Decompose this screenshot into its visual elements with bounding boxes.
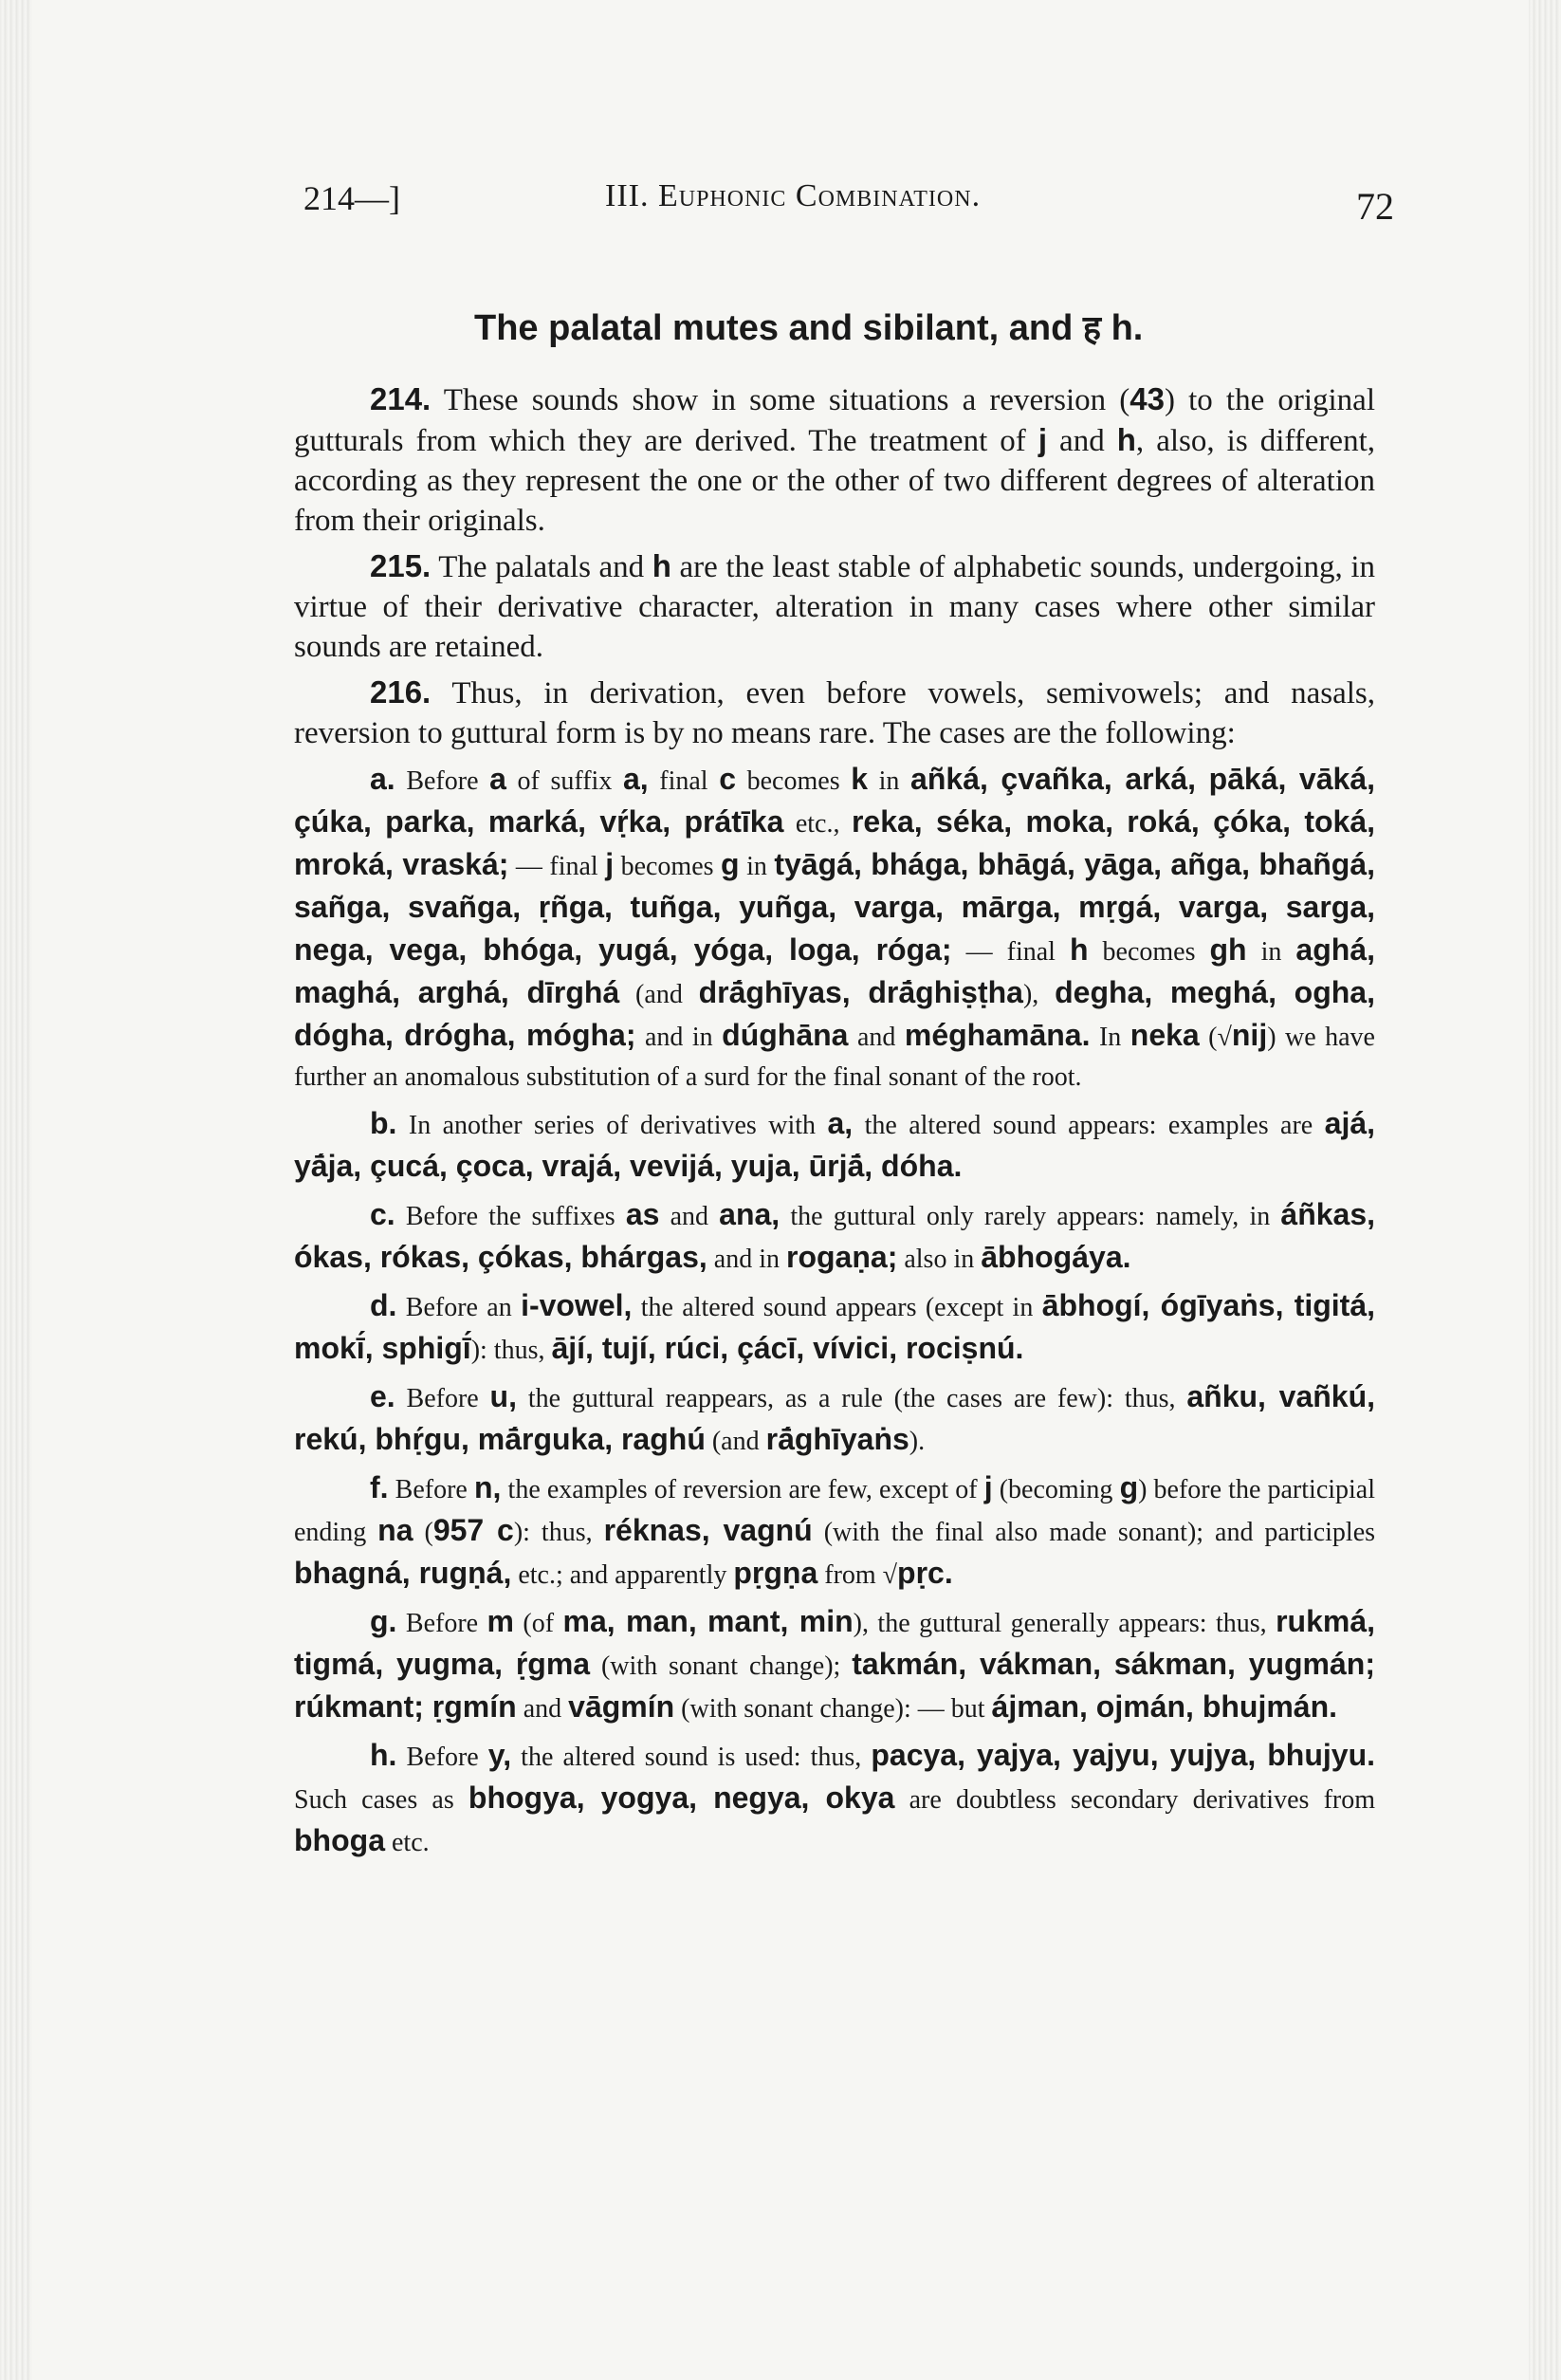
subparagraph-label: g. <box>370 1604 397 1638</box>
text: of suffix <box>505 766 623 796</box>
subparagraph-a <box>294 759 1375 1098</box>
running-title: III. Euphonic Combination. <box>605 178 982 213</box>
word-list: áñkas, ókas, rókas, çókas, bhárgas, <box>294 1197 1376 1274</box>
text: (and <box>705 1427 766 1456</box>
text: becomes <box>736 766 852 796</box>
word-list: ābhogí, ógīyaṅs, tigitá, mokī́, sphigī́ <box>294 1288 1376 1365</box>
text: etc., <box>783 809 852 839</box>
text: the altered sound appears (except in <box>632 1293 1042 1322</box>
text: the altered sound is used: thus, <box>511 1743 872 1772</box>
word: neka <box>1129 1018 1200 1052</box>
word-list: rukmá, tigmá, yugma, ṛ́gma <box>294 1604 1376 1681</box>
running-header <box>303 178 1394 235</box>
word-list: drā́ghīyas, drā́ghiṣṭha <box>698 975 1023 1009</box>
text: In another series of derivatives with <box>408 1111 828 1140</box>
term: as <box>625 1197 660 1231</box>
text: ). <box>909 1427 926 1456</box>
term: a <box>489 762 506 796</box>
subparagraph-f <box>294 1467 1375 1596</box>
text: (of <box>513 1609 563 1638</box>
subparagraph-label: b. <box>370 1106 397 1140</box>
section-range: 214—] <box>303 179 400 217</box>
subparagraph-label: d. <box>370 1288 397 1322</box>
word-list: degha, meghá, ogha, dógha, drógha, mógha; <box>294 975 1375 1052</box>
term: gh <box>1209 932 1247 967</box>
subparagraph-label: a. <box>370 762 395 796</box>
subparagraph-e <box>294 1376 1375 1462</box>
word-list: aghá, maghá, arghá, dīrghá <box>294 932 1375 1009</box>
paragraph-214 <box>294 379 1375 541</box>
term: a, <box>827 1106 854 1140</box>
text: ) to the original gutturals from which they are derived. The treatment of <box>294 383 1376 458</box>
text: Before the suffixes <box>405 1202 626 1231</box>
page-edge-right <box>1529 0 1561 2380</box>
term: n, <box>473 1470 502 1504</box>
term: h <box>1069 932 1089 967</box>
text: Before <box>406 1384 490 1413</box>
subparagraph-label: e. <box>370 1379 395 1413</box>
text: and in <box>635 1023 723 1052</box>
text: ): thus, <box>470 1336 552 1365</box>
paragraph-215 <box>294 546 1375 667</box>
paragraph-216 <box>294 673 1375 753</box>
text: also in <box>897 1245 982 1274</box>
text: In <box>1090 1023 1130 1052</box>
devanagari-ha-glyph: ह <box>1082 309 1102 348</box>
text: Such cases as <box>294 1785 468 1815</box>
subparagraph-label: f. <box>370 1470 389 1504</box>
term: k <box>851 762 869 796</box>
text: in <box>739 852 775 881</box>
word: bhoga <box>294 1823 385 1857</box>
term: j <box>605 847 615 881</box>
term: y, <box>487 1738 512 1772</box>
text: ) we have further an anomalous substitution of a surd for the final sonant of the root. <box>294 1023 1375 1092</box>
text: ): thus, <box>513 1518 604 1547</box>
text: and <box>516 1694 569 1724</box>
subparagraph-c <box>294 1194 1375 1280</box>
text: — final <box>508 852 606 881</box>
root: nij <box>1231 1018 1268 1052</box>
text: ) before the participial ending <box>294 1475 1376 1547</box>
word-list: añku, vañkú, rekú, bhṛ́gu, mā́rguka, raghú <box>294 1379 1376 1456</box>
word: rogaṇa; <box>786 1240 898 1274</box>
term: u, <box>489 1379 517 1413</box>
text: the guttural reappears, as a rule (the cases are few): thus, <box>516 1384 1187 1413</box>
text: from √ <box>817 1560 898 1590</box>
page-number: 72 <box>1356 185 1394 228</box>
text: (becoming <box>992 1475 1120 1504</box>
text: ( <box>413 1518 433 1547</box>
text: Before <box>406 766 490 796</box>
text: (and <box>619 980 699 1009</box>
text: and <box>848 1023 905 1052</box>
subparagraph-d <box>294 1285 1375 1371</box>
word: méghamāna. <box>904 1018 1091 1052</box>
word: pṛgṇa <box>733 1556 818 1590</box>
text: the altered sound appears: examples are <box>853 1111 1325 1140</box>
text: (√ <box>1199 1023 1232 1052</box>
word-list: tyāgá, bhága, bhāgá, yāga, añga, bhañgá, sañga, svañga, ṛñga, tuñga, yuñga, varga, mārga, mṛgá, varga, sarga, nega, vega, bhóga, yugá, yóga, loga, róga; <box>294 847 1376 967</box>
text: final <box>648 766 720 796</box>
text: These sounds show in some situations a reversion ( <box>443 383 1130 417</box>
heading-text: The palatal mutes and sibilant, and <box>474 308 1074 348</box>
word: ābhogáya. <box>981 1240 1131 1274</box>
cross-reference: 957 c <box>432 1513 514 1547</box>
text: — final <box>951 937 1070 967</box>
paragraph-number: 216. <box>370 674 432 710</box>
text: in <box>1246 937 1296 967</box>
text: are the least stable of alphabetic sounds, undergoing, in virtue of their derivative character, alteration in many cases where other similar sounds are retained. <box>294 550 1375 664</box>
word: rā́ghīyaṅs <box>765 1422 909 1456</box>
word-list: reka, séka, moka, roká, çóka, toká, mroká, vraská; <box>294 804 1376 881</box>
text: are doubtless secondary derivatives from <box>894 1785 1376 1815</box>
word-list: réknas, vagnú <box>603 1513 813 1547</box>
text: , also, is different, according as they represent the one or the other of two different degrees of alteration from their originals. <box>294 424 1375 538</box>
term: a, <box>622 762 649 796</box>
text: and <box>1047 424 1117 458</box>
word-list: ma, man, mant, min <box>562 1604 854 1638</box>
text: in <box>868 766 911 796</box>
term: g <box>1119 1470 1139 1504</box>
text: The palatals and <box>438 550 652 584</box>
term: j <box>1038 422 1047 457</box>
term: c <box>719 762 736 796</box>
page-edge-left <box>0 0 32 2380</box>
text: (with the final also made sonant); and participles <box>812 1518 1376 1547</box>
body-text <box>294 379 1375 1869</box>
word-list: pacya, yajya, yajyu, yujya, bhujyu. <box>871 1738 1376 1772</box>
word-list: ájman, ojmán, bhujmán. <box>991 1689 1338 1724</box>
heading-tail: h. <box>1111 308 1144 348</box>
word-list: ājí, tují, rúci, çácī, vívici, rociṣnú. <box>551 1331 1024 1365</box>
text: (with sonant change); <box>590 1651 853 1681</box>
word: dúghāna <box>722 1018 849 1052</box>
text: Before <box>406 1743 488 1772</box>
term: i-vowel, <box>521 1288 633 1322</box>
word: vāgmín <box>568 1689 675 1724</box>
term: na <box>377 1513 413 1547</box>
text: the guttural only rarely appears: namely, in <box>780 1202 1281 1231</box>
text: becomes <box>614 852 722 881</box>
subparagraph-g <box>294 1601 1375 1729</box>
text: (with sonant change): — but <box>674 1694 992 1724</box>
word-list: bhagná, rugṇá, <box>294 1556 512 1590</box>
term: m <box>487 1604 514 1638</box>
text: Before <box>405 1609 487 1638</box>
subparagraph-b <box>294 1103 1375 1189</box>
text: etc. <box>384 1828 430 1857</box>
paragraph-number: 215. <box>370 548 432 583</box>
paragraph-number: 214. <box>370 381 432 416</box>
section-heading <box>474 304 1233 350</box>
text: ), <box>1022 980 1056 1009</box>
term: ana, <box>719 1197 780 1231</box>
subparagraph-label: c. <box>370 1197 395 1231</box>
text: ), the guttural generally appears: thus, <box>853 1609 1276 1638</box>
text: and <box>659 1202 720 1231</box>
word-list: takmán, vákman, sákman, yugmán; rúkmant; ṛgmín <box>294 1647 1376 1724</box>
root: pṛc. <box>897 1556 953 1590</box>
word-list: ajá, yā́ja, çucá, çoca, vrajá, vevijá, yuja, ūrjā́, dóha. <box>294 1106 1376 1183</box>
term: h <box>1116 422 1136 457</box>
subparagraph-label: h. <box>370 1738 397 1772</box>
cross-reference: 43 <box>1129 381 1165 416</box>
text: Thus, in derivation, even before vowels, semivowels; and nasals, reversion to guttural form is by no means rare. The cases are the following: <box>294 676 1375 750</box>
term: h <box>652 548 671 583</box>
term: j <box>983 1470 993 1504</box>
text: and in <box>707 1245 786 1274</box>
text: the examples of reversion are few, except of <box>501 1475 984 1504</box>
text: Before an <box>405 1293 522 1322</box>
word-list: bhogya, yogya, negya, okya <box>468 1780 895 1815</box>
text: Before <box>395 1475 474 1504</box>
word-list: añká, çvañka, arká, pāká, vāká, çúka, parka, marká, vṛ́ka, prátīka <box>294 762 1375 839</box>
subparagraph-h <box>294 1735 1375 1863</box>
text: etc.; and apparently <box>511 1560 734 1590</box>
term: g <box>721 847 740 881</box>
text: becomes <box>1088 937 1210 967</box>
